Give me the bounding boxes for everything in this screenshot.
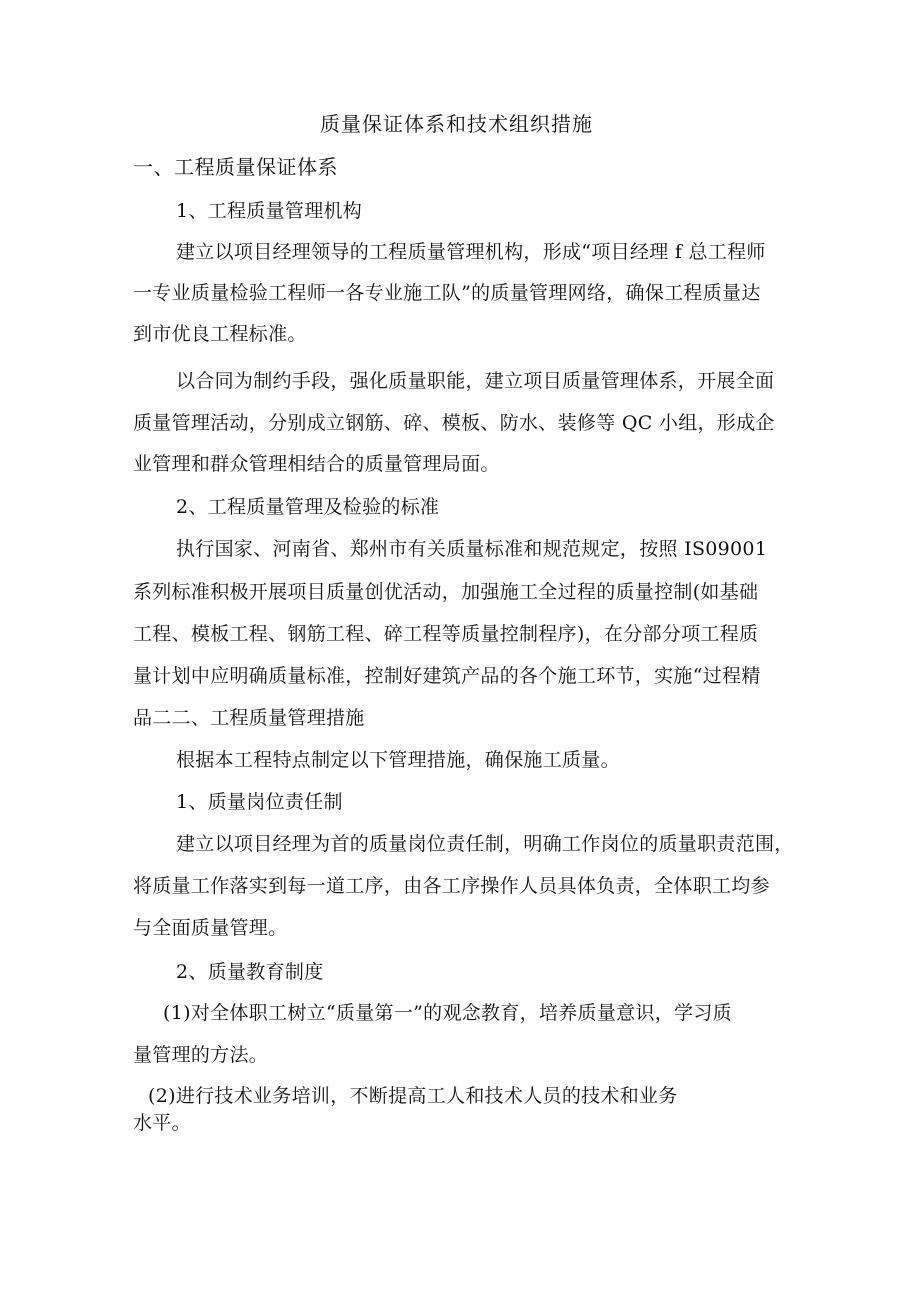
paragraph-line: 建立以项目经理领导的工程质量管理机构，形成“项目经理 f 总工程师 [176, 241, 766, 263]
paragraph-line: 业管理和群众管理相结合的质量管理局面。 [133, 453, 500, 475]
paragraph-line: 将质量工作落实到每一道工序，由各工序操作人员具体负责，全体职工均参 [133, 875, 770, 897]
paragraph-line: 系列标准积极开展项目质量创优活动，加强施工全过程的质量控制(如基础 [133, 581, 759, 603]
paragraph-line: 与全面质量管理。 [133, 917, 288, 939]
subheading-inspection-standards: 2、工程质量管理及检验的标准 [176, 496, 440, 518]
list-item-line: 量管理的方法。 [133, 1044, 269, 1066]
list-item-line: (2)进行技术业务培训，不断提高工人和技术人员的技术和业务 [148, 1085, 678, 1107]
section-heading-quality-assurance: 一、工程质量保证体系 [133, 155, 338, 179]
subheading-education-system: 2、质量教育制度 [176, 961, 324, 983]
subheading-management-organization: 1、工程质量管理机构 [176, 200, 363, 222]
paragraph-measures-intro: 根据本工程特点制定以下管理措施，确保施工质量。 [176, 749, 620, 771]
paragraph-line: 以合同为制约手段，强化质量职能，建立项目质量管理体系，开展全面 [176, 370, 775, 392]
paragraph-line: 执行国家、河南省、郑州市有关质量标准和规范规定，按照 IS09001 [176, 538, 768, 560]
paragraph-line: 到市优良工程标准。 [133, 323, 307, 345]
paragraph-line: 质量管理活动，分别成立钢筋、碎、模板、防水、装修等 QC 小组，形成企 [133, 412, 775, 434]
subheading-responsibility-system: 1、质量岗位责任制 [176, 791, 343, 813]
paragraph-line: 量计划中应明确质量标准，控制好建筑产品的各个施工环节，实施“过程精 [133, 665, 761, 687]
list-item-line: (1)对全体职工树立“质量第一”的观念教育，培养质量意识，学习质 [163, 1002, 732, 1024]
paragraph-line: 一专业质量检验工程师一各专业施工队”的质量管理网络，确保工程质量达 [133, 282, 761, 304]
paragraph-line: 品二二、工程质量管理措施 [133, 707, 365, 729]
document-title: 质量保证体系和技术组织措施 [320, 112, 593, 136]
list-item-line: 水平。 [133, 1112, 191, 1134]
paragraph-line: 工程、模板工程、钢筋工程、碎工程等质量控制程序)，在分部分项工程质 [133, 623, 759, 645]
paragraph-line: 建立以项目经理为首的质量岗位责任制，明确工作岗位的质量职责范围， [176, 833, 794, 855]
